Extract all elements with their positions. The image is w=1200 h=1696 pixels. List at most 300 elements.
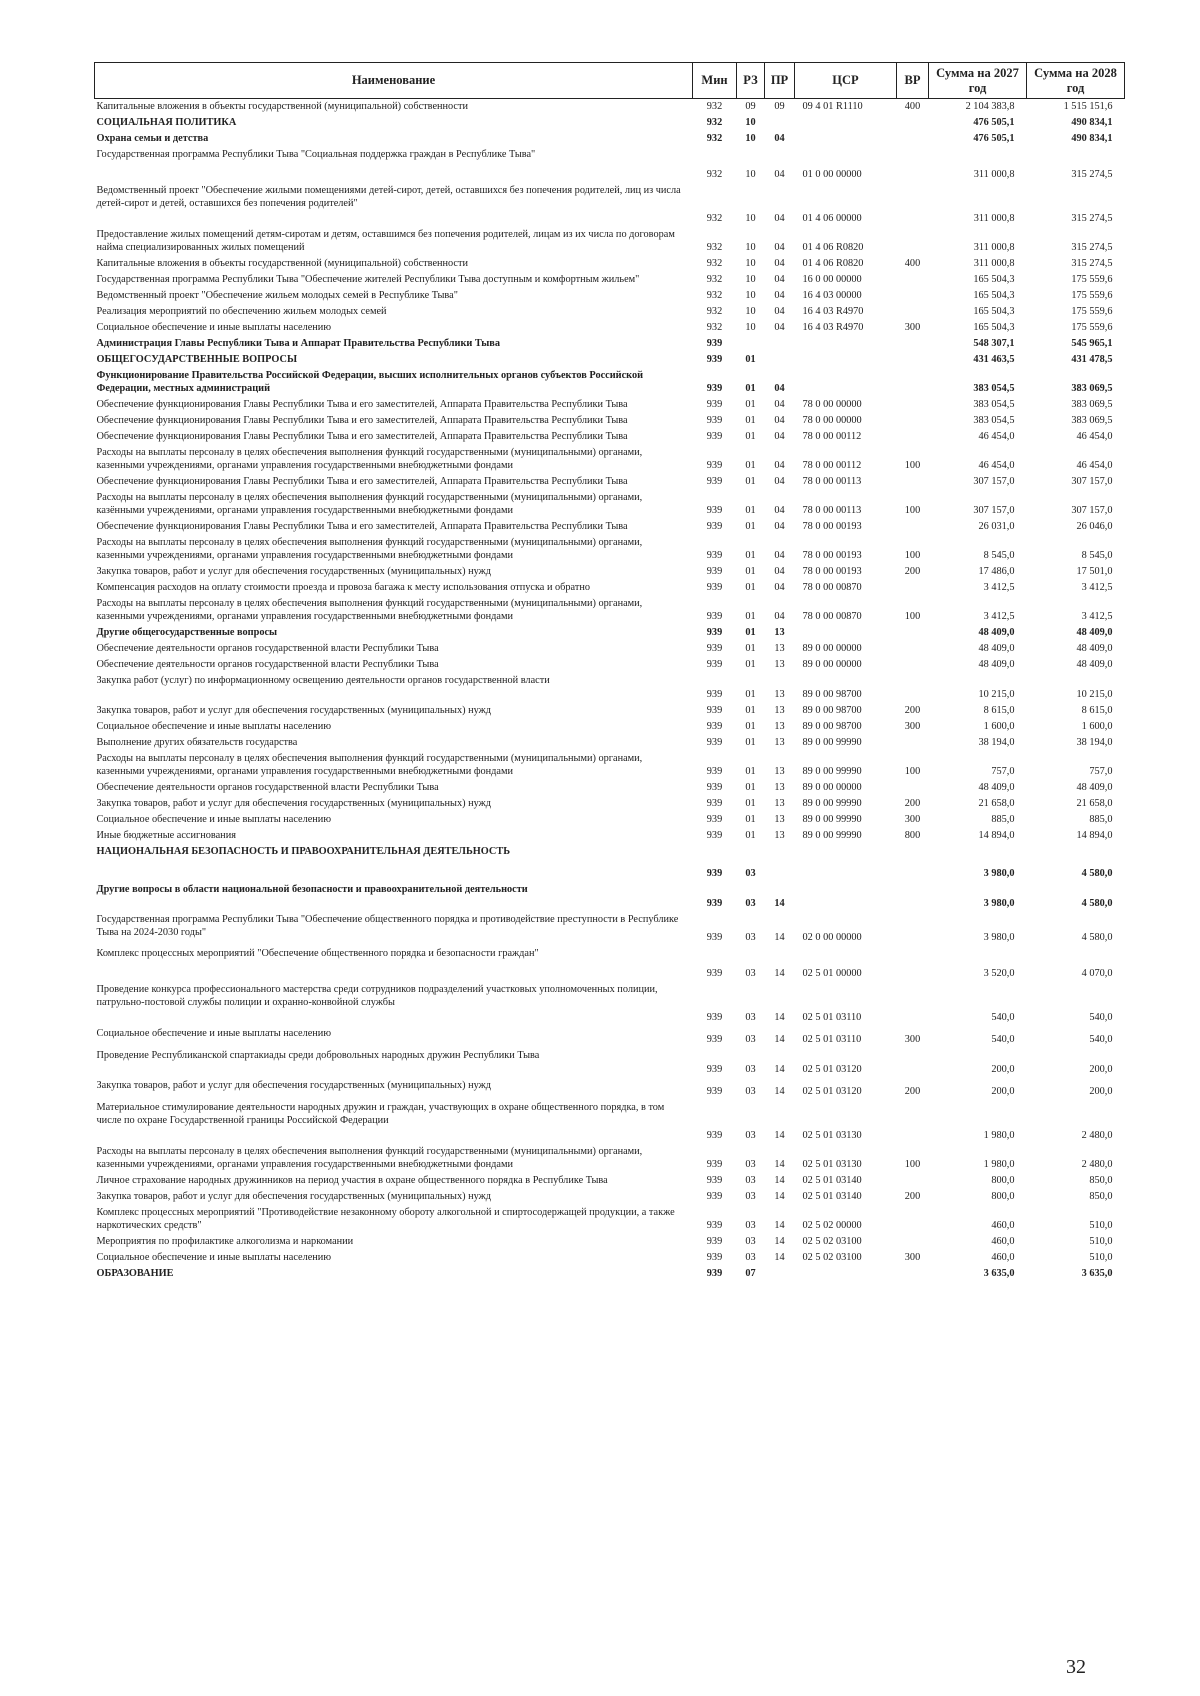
cell-csr: 89 0 00 00000 bbox=[802, 659, 862, 670]
cell-name: Компенсация расходов на оплату стоимости проезда и провоза багажа к месту использования отпуска и обратно bbox=[96, 582, 591, 593]
cell-sum-2027: 1 980,0 bbox=[983, 1130, 1015, 1141]
cell-min: 932 bbox=[706, 169, 723, 180]
cell-name: Закупка товаров, работ и услуг для обеспечения государственных (муниципальных) нужд bbox=[96, 705, 491, 716]
cell-vr bbox=[897, 1048, 929, 1078]
table-row bbox=[95, 147, 1125, 183]
cell-sum-2028: 4 580,0 bbox=[1081, 898, 1113, 909]
cell-name: Расходы на выплаты персоналу в целях обеспечения выполнения функций государственными (муниципальными) органами, казенными учреждениями, органами управления государственными внебюджетными фондами bbox=[96, 598, 643, 622]
cell-rz: 03 bbox=[745, 1086, 756, 1097]
cell-rz: 01 bbox=[745, 415, 756, 426]
cell-pr: 14 bbox=[774, 898, 785, 909]
cell-rz: 10 bbox=[745, 290, 756, 301]
cell-rz: 03 bbox=[745, 1191, 756, 1202]
cell-sum-2027: 800,0 bbox=[991, 1175, 1015, 1186]
cell-sum-2028: 1 515 151,6 bbox=[1063, 101, 1113, 112]
cell-min: 939 bbox=[706, 689, 723, 700]
table-row bbox=[95, 596, 1125, 625]
cell-min: 932 bbox=[706, 133, 723, 144]
cell-pr: 13 bbox=[774, 814, 785, 825]
table-row bbox=[95, 1205, 1125, 1234]
cell-sum-2027: 800,0 bbox=[991, 1191, 1015, 1202]
cell-sum-2028: 315 274,5 bbox=[1071, 258, 1113, 269]
table-row bbox=[95, 882, 1125, 912]
cell-vr: 100 bbox=[904, 460, 921, 471]
cell-sum-2028: 510,0 bbox=[1089, 1236, 1113, 1247]
table-row bbox=[95, 1173, 1125, 1189]
cell-rz: 03 bbox=[745, 1175, 756, 1186]
cell-sum-2027: 8 545,0 bbox=[983, 550, 1015, 561]
cell-sum-2027: 311 000,8 bbox=[973, 213, 1015, 224]
table-row bbox=[95, 844, 1125, 882]
cell-sum-2028: 1 600,0 bbox=[1081, 721, 1113, 732]
cell-sum-2027: 17 486,0 bbox=[978, 566, 1015, 577]
cell-rz: 10 bbox=[745, 306, 756, 317]
cell-rz: 03 bbox=[745, 932, 756, 943]
cell-csr: 78 0 00 00113 bbox=[802, 476, 862, 487]
table-row bbox=[95, 474, 1125, 490]
cell-min: 932 bbox=[706, 101, 723, 112]
cell-vr: 300 bbox=[904, 1034, 921, 1045]
cell-pr bbox=[765, 352, 795, 368]
cell-vr: 100 bbox=[904, 611, 921, 622]
cell-name: Обеспечение деятельности органов государственной власти Республики Тыва bbox=[96, 659, 439, 670]
cell-sum-2027: 200,0 bbox=[991, 1086, 1015, 1097]
cell-csr bbox=[795, 625, 897, 641]
cell-csr: 78 0 00 00000 bbox=[802, 399, 862, 410]
cell-sum-2027: 476 505,1 bbox=[973, 117, 1015, 128]
table-row bbox=[95, 1250, 1125, 1266]
cell-name: Мероприятия по профилактике алкоголизма и наркомании bbox=[96, 1236, 354, 1247]
cell-min: 939 bbox=[706, 383, 723, 394]
cell-vr bbox=[897, 352, 929, 368]
cell-sum-2028: 46 454,0 bbox=[1076, 431, 1113, 442]
cell-csr: 02 5 01 03140 bbox=[802, 1191, 862, 1202]
cell-vr bbox=[897, 673, 929, 703]
header-csr: ЦСР bbox=[795, 63, 897, 99]
cell-rz: 01 bbox=[745, 383, 756, 394]
cell-sum-2027: 10 215,0 bbox=[978, 689, 1015, 700]
cell-vr bbox=[897, 1234, 929, 1250]
cell-csr: 01 4 06 00000 bbox=[802, 213, 862, 224]
cell-csr: 78 0 00 00000 bbox=[802, 415, 862, 426]
cell-name: Обеспечение деятельности органов государственной власти Республики Тыва bbox=[96, 782, 439, 793]
cell-name: Обеспечение функционирования Главы Республики Тыва и его заместителей, Аппарата Правительства Республики Тыва bbox=[96, 399, 628, 410]
cell-sum-2027: 2 104 383,8 bbox=[965, 101, 1015, 112]
cell-csr bbox=[795, 336, 897, 352]
cell-name: Закупка работ (услуг) по информационному освещению деятельности органов государственной власти bbox=[96, 675, 550, 686]
table-row bbox=[95, 429, 1125, 445]
cell-min: 939 bbox=[706, 1252, 723, 1263]
cell-rz: 03 bbox=[745, 1012, 756, 1023]
table-row bbox=[95, 490, 1125, 519]
cell-sum-2028: 26 046,0 bbox=[1076, 521, 1113, 532]
cell-rz: 01 bbox=[745, 689, 756, 700]
cell-rz: 01 bbox=[745, 814, 756, 825]
cell-min: 939 bbox=[706, 431, 723, 442]
cell-name: Государственная программа Республики Тыва "Обеспечение общественного порядка и противодействие преступности в Республике Тыва на 2024-2030 годы" bbox=[96, 914, 679, 938]
cell-sum-2027: 14 894,0 bbox=[978, 830, 1015, 841]
cell-sum-2028: 17 501,0 bbox=[1076, 566, 1113, 577]
cell-rz: 01 bbox=[745, 798, 756, 809]
cell-vr: 300 bbox=[904, 814, 921, 825]
cell-sum-2027: 383 054,5 bbox=[973, 415, 1015, 426]
cell-min: 932 bbox=[706, 258, 723, 269]
cell-name: Обеспечение функционирования Главы Республики Тыва и его заместителей, Аппарата Правительства Республики Тыва bbox=[96, 521, 628, 532]
cell-rz: 01 bbox=[745, 566, 756, 577]
cell-min: 939 bbox=[706, 1034, 723, 1045]
cell-vr: 200 bbox=[904, 566, 921, 577]
cell-csr bbox=[795, 844, 897, 882]
cell-pr: 04 bbox=[774, 460, 785, 471]
cell-rz: 01 bbox=[745, 830, 756, 841]
cell-csr: 89 0 00 99990 bbox=[802, 798, 862, 809]
cell-min: 939 bbox=[706, 1220, 723, 1231]
cell-pr: 13 bbox=[774, 798, 785, 809]
cell-rz: 03 bbox=[745, 1220, 756, 1231]
cell-min: 939 bbox=[706, 476, 723, 487]
cell-name: Выполнение других обязательств государства bbox=[96, 737, 298, 748]
cell-pr: 14 bbox=[774, 1034, 785, 1045]
cell-sum-2028: 315 274,5 bbox=[1071, 213, 1113, 224]
header-min: Мин bbox=[693, 63, 737, 99]
cell-csr: 09 4 01 R1110 bbox=[802, 101, 863, 112]
cell-name: СОЦИАЛЬНАЯ ПОЛИТИКА bbox=[96, 117, 237, 128]
cell-pr: 04 bbox=[774, 582, 785, 593]
cell-sum-2028: 3 635,0 bbox=[1081, 1268, 1113, 1279]
table-row bbox=[95, 115, 1125, 131]
table-row bbox=[95, 1026, 1125, 1048]
cell-min: 939 bbox=[706, 721, 723, 732]
cell-pr bbox=[765, 115, 795, 131]
cell-sum-2027: 383 054,5 bbox=[973, 383, 1015, 394]
table-row bbox=[95, 1048, 1125, 1078]
table-row bbox=[95, 445, 1125, 474]
cell-sum-2028: 10 215,0 bbox=[1076, 689, 1113, 700]
cell-pr: 04 bbox=[774, 274, 785, 285]
cell-pr: 04 bbox=[774, 258, 785, 269]
cell-csr: 78 0 00 00112 bbox=[802, 460, 862, 471]
cell-rz: 01 bbox=[745, 627, 756, 638]
cell-min: 932 bbox=[706, 290, 723, 301]
table-row bbox=[95, 735, 1125, 751]
cell-sum-2028: 8 545,0 bbox=[1081, 550, 1113, 561]
cell-pr: 13 bbox=[774, 705, 785, 716]
cell-min: 939 bbox=[706, 611, 723, 622]
cell-pr: 04 bbox=[774, 322, 785, 333]
cell-vr bbox=[897, 641, 929, 657]
cell-min: 939 bbox=[706, 705, 723, 716]
cell-pr: 14 bbox=[774, 1191, 785, 1202]
cell-rz: 10 bbox=[745, 274, 756, 285]
cell-sum-2028: 48 409,0 bbox=[1076, 782, 1113, 793]
cell-rz: 09 bbox=[745, 101, 756, 112]
cell-sum-2028: 3 412,5 bbox=[1081, 611, 1113, 622]
cell-pr: 04 bbox=[774, 431, 785, 442]
cell-min: 939 bbox=[706, 1130, 723, 1141]
cell-sum-2028: 383 069,5 bbox=[1071, 415, 1113, 426]
cell-sum-2028: 48 409,0 bbox=[1076, 659, 1113, 670]
cell-csr: 78 0 00 00112 bbox=[802, 431, 862, 442]
cell-rz: 01 bbox=[745, 659, 756, 670]
cell-rz: 10 bbox=[745, 322, 756, 333]
cell-pr: 13 bbox=[774, 643, 785, 654]
cell-sum-2028: 307 157,0 bbox=[1071, 476, 1113, 487]
header-sum-2027: Сумма на 2027 год bbox=[929, 63, 1027, 99]
cell-vr bbox=[897, 147, 929, 183]
cell-sum-2027: 311 000,8 bbox=[973, 242, 1015, 253]
cell-sum-2027: 476 505,1 bbox=[973, 133, 1015, 144]
cell-sum-2027: 3 980,0 bbox=[983, 932, 1015, 943]
cell-rz: 01 bbox=[745, 611, 756, 622]
cell-csr: 02 5 01 03120 bbox=[802, 1064, 862, 1075]
cell-min: 932 bbox=[706, 117, 723, 128]
cell-rz: 03 bbox=[745, 1064, 756, 1075]
cell-sum-2027: 165 504,3 bbox=[973, 274, 1015, 285]
cell-csr: 89 0 00 99990 bbox=[802, 737, 862, 748]
table-row bbox=[95, 352, 1125, 368]
cell-rz: 01 bbox=[745, 782, 756, 793]
cell-sum-2028: 850,0 bbox=[1089, 1191, 1113, 1202]
cell-sum-2027: 165 504,3 bbox=[973, 322, 1015, 333]
cell-sum-2028: 510,0 bbox=[1089, 1252, 1113, 1263]
cell-rz: 01 bbox=[745, 766, 756, 777]
cell-min: 939 bbox=[706, 1086, 723, 1097]
cell-vr bbox=[897, 882, 929, 912]
cell-pr: 13 bbox=[774, 627, 785, 638]
cell-vr: 100 bbox=[904, 766, 921, 777]
cell-sum-2028: 4 070,0 bbox=[1081, 968, 1113, 979]
cell-sum-2028: 175 559,6 bbox=[1071, 274, 1113, 285]
cell-name: Расходы на выплаты персоналу в целях обеспечения выполнения функций государственными (муниципальными) органами, казенными учреждениями, органами управления государственными внебюджетными фондами bbox=[96, 753, 643, 777]
cell-sum-2028: 46 454,0 bbox=[1076, 460, 1113, 471]
cell-sum-2027: 311 000,8 bbox=[973, 258, 1015, 269]
cell-csr bbox=[795, 1266, 897, 1282]
cell-min: 939 bbox=[706, 1064, 723, 1075]
cell-sum-2028: 431 478,5 bbox=[1071, 354, 1113, 365]
cell-rz: 01 bbox=[745, 521, 756, 532]
cell-vr bbox=[897, 474, 929, 490]
table-row bbox=[95, 304, 1125, 320]
cell-sum-2027: 3 980,0 bbox=[983, 868, 1015, 879]
cell-vr bbox=[897, 982, 929, 1026]
cell-csr: 89 0 00 00000 bbox=[802, 782, 862, 793]
cell-name: Расходы на выплаты персоналу в целях обеспечения выполнения функций государственными (муниципальными) органами, казенными учреждениями, органами управления государственными внебюджетными фондами bbox=[96, 447, 643, 471]
cell-csr: 02 0 00 00000 bbox=[802, 932, 862, 943]
cell-min: 939 bbox=[706, 1191, 723, 1202]
cell-name: Государственная программа Республики Тыва "Обеспечение жителей Республики Тыва доступным и комфортным жильем" bbox=[96, 274, 640, 285]
table-body bbox=[95, 99, 1125, 1283]
cell-name: Материальное стимулирование деятельности народных дружин и граждан, участвующих в охране общественного порядка, в том числе по охране Государственной границы Российской Федерации bbox=[96, 1102, 665, 1126]
cell-vr bbox=[897, 397, 929, 413]
cell-csr: 78 0 00 00193 bbox=[802, 566, 862, 577]
cell-rz: 03 bbox=[745, 1159, 756, 1170]
cell-vr: 800 bbox=[904, 830, 921, 841]
cell-sum-2027: 311 000,8 bbox=[973, 169, 1015, 180]
cell-rz: 10 bbox=[745, 258, 756, 269]
cell-name: Социальное обеспечение и иные выплаты населению bbox=[96, 1252, 332, 1263]
cell-rz: 03 bbox=[745, 1130, 756, 1141]
cell-sum-2027: 48 409,0 bbox=[978, 643, 1015, 654]
cell-pr: 04 bbox=[774, 133, 785, 144]
cell-sum-2028: 175 559,6 bbox=[1071, 290, 1113, 301]
cell-vr bbox=[897, 1205, 929, 1234]
header-rz: РЗ bbox=[737, 63, 765, 99]
cell-csr: 02 5 01 03120 bbox=[802, 1086, 862, 1097]
cell-pr: 04 bbox=[774, 611, 785, 622]
cell-min: 939 bbox=[706, 566, 723, 577]
cell-name: Ведомственный проект "Обеспечение жильем молодых семей в Республике Тыва" bbox=[96, 290, 458, 301]
cell-csr: 02 5 01 03130 bbox=[802, 1130, 862, 1141]
cell-csr: 89 0 00 99990 bbox=[802, 830, 862, 841]
cell-sum-2028: 307 157,0 bbox=[1071, 505, 1113, 516]
cell-sum-2027: 885,0 bbox=[991, 814, 1015, 825]
cell-rz: 01 bbox=[745, 505, 756, 516]
cell-vr bbox=[897, 288, 929, 304]
cell-sum-2028: 885,0 bbox=[1089, 814, 1113, 825]
cell-pr: 13 bbox=[774, 830, 785, 841]
cell-min: 932 bbox=[706, 213, 723, 224]
cell-min: 939 bbox=[706, 798, 723, 809]
cell-sum-2028: 3 412,5 bbox=[1081, 582, 1113, 593]
cell-vr bbox=[897, 272, 929, 288]
cell-min: 932 bbox=[706, 274, 723, 285]
cell-sum-2027: 26 031,0 bbox=[978, 521, 1015, 532]
cell-sum-2028: 2 480,0 bbox=[1081, 1159, 1113, 1170]
cell-pr: 04 bbox=[774, 521, 785, 532]
cell-csr bbox=[795, 368, 897, 397]
cell-pr: 04 bbox=[774, 505, 785, 516]
cell-rz: 01 bbox=[745, 705, 756, 716]
cell-csr bbox=[795, 882, 897, 912]
cell-rz: 03 bbox=[745, 968, 756, 979]
cell-min: 939 bbox=[706, 659, 723, 670]
cell-sum-2027: 3 412,5 bbox=[983, 611, 1015, 622]
cell-name: Обеспечение функционирования Главы Республики Тыва и его заместителей, Аппарата Правительства Республики Тыва bbox=[96, 431, 628, 442]
table-row bbox=[95, 982, 1125, 1026]
cell-name: Капитальные вложения в объекты государственной (муниципальной) собственности bbox=[96, 101, 469, 112]
cell-pr: 13 bbox=[774, 737, 785, 748]
cell-sum-2027: 460,0 bbox=[991, 1220, 1015, 1231]
cell-pr: 14 bbox=[774, 1175, 785, 1186]
cell-csr: 89 0 00 00000 bbox=[802, 643, 862, 654]
cell-sum-2027: 548 307,1 bbox=[973, 338, 1015, 349]
cell-name: Функционирование Правительства Российской Федерации, высших исполнительных органов субъектов Российской Федерации, местных администраций bbox=[96, 370, 644, 394]
cell-rz: 07 bbox=[745, 1268, 756, 1279]
cell-pr: 14 bbox=[774, 1130, 785, 1141]
cell-csr: 02 5 01 03140 bbox=[802, 1175, 862, 1186]
table-row bbox=[95, 580, 1125, 596]
cell-sum-2027: 38 194,0 bbox=[978, 737, 1015, 748]
cell-pr: 04 bbox=[774, 566, 785, 577]
cell-rz: 01 bbox=[745, 399, 756, 410]
cell-min: 939 bbox=[706, 932, 723, 943]
cell-name: Государственная программа Республики Тыва "Социальная поддержка граждан в Республике Тыва" bbox=[96, 149, 536, 160]
cell-min: 939 bbox=[706, 460, 723, 471]
table-row bbox=[95, 519, 1125, 535]
cell-sum-2028: 4 580,0 bbox=[1081, 868, 1113, 879]
table-row bbox=[95, 657, 1125, 673]
cell-name: Закупка товаров, работ и услуг для обеспечения государственных (муниципальных) нужд bbox=[96, 1080, 491, 1091]
cell-pr: 14 bbox=[774, 1159, 785, 1170]
cell-min: 939 bbox=[706, 1012, 723, 1023]
cell-csr: 78 0 00 00870 bbox=[802, 611, 862, 622]
cell-pr: 14 bbox=[774, 1236, 785, 1247]
table-row bbox=[95, 288, 1125, 304]
cell-vr: 300 bbox=[904, 1252, 921, 1263]
cell-sum-2027: 3 520,0 bbox=[983, 968, 1015, 979]
cell-vr bbox=[897, 1173, 929, 1189]
cell-vr bbox=[897, 183, 929, 227]
cell-pr: 13 bbox=[774, 659, 785, 670]
budget-table bbox=[94, 62, 1125, 1282]
budget-table-page bbox=[94, 62, 1124, 1282]
cell-vr bbox=[897, 1100, 929, 1144]
cell-name: Охрана семьи и детства bbox=[96, 133, 209, 144]
cell-vr bbox=[897, 304, 929, 320]
cell-vr: 100 bbox=[904, 1159, 921, 1170]
header-sum-2028: Сумма на 2028 год bbox=[1027, 63, 1125, 99]
cell-vr bbox=[897, 336, 929, 352]
cell-pr: 09 bbox=[774, 101, 785, 112]
cell-vr bbox=[897, 844, 929, 882]
cell-min: 939 bbox=[706, 737, 723, 748]
cell-vr bbox=[897, 1266, 929, 1282]
cell-sum-2027: 165 504,3 bbox=[973, 306, 1015, 317]
cell-pr: 14 bbox=[774, 932, 785, 943]
table-row bbox=[95, 946, 1125, 982]
cell-sum-2027: 46 454,0 bbox=[978, 431, 1015, 442]
cell-sum-2028: 2 480,0 bbox=[1081, 1130, 1113, 1141]
cell-rz: 01 bbox=[745, 354, 756, 365]
cell-csr: 02 5 01 03110 bbox=[802, 1012, 862, 1023]
cell-sum-2028: 14 894,0 bbox=[1076, 830, 1113, 841]
cell-vr bbox=[897, 519, 929, 535]
cell-pr: 04 bbox=[774, 476, 785, 487]
cell-min: 939 bbox=[706, 627, 723, 638]
cell-name: Другие общегосударственные вопросы bbox=[96, 627, 278, 638]
cell-sum-2027: 1 600,0 bbox=[983, 721, 1015, 732]
header-vr: ВР bbox=[897, 63, 929, 99]
cell-rz: 03 bbox=[745, 898, 756, 909]
cell-sum-2028: 315 274,5 bbox=[1071, 242, 1113, 253]
cell-sum-2027: 48 409,0 bbox=[978, 659, 1015, 670]
cell-rz: 01 bbox=[745, 431, 756, 442]
table-row bbox=[95, 1266, 1125, 1282]
cell-name: НАЦИОНАЛЬНАЯ БЕЗОПАСНОСТЬ И ПРАВООХРАНИТЕЛЬНАЯ ДЕЯТЕЛЬНОСТЬ bbox=[96, 846, 511, 857]
table-row bbox=[95, 227, 1125, 256]
cell-name: Обеспечение функционирования Главы Республики Тыва и его заместителей, Аппарата Правительства Республики Тыва bbox=[96, 476, 628, 487]
cell-pr: 13 bbox=[774, 689, 785, 700]
cell-csr: 78 0 00 00113 bbox=[802, 505, 862, 516]
cell-vr bbox=[897, 368, 929, 397]
cell-name: Капитальные вложения в объекты государственной (муниципальной) собственности bbox=[96, 258, 469, 269]
cell-name: Расходы на выплаты персоналу в целях обеспечения выполнения функций государственными (муниципальными) органами, казёнными учреждениями, органами управления государственными внебюджетными фондами bbox=[96, 492, 643, 516]
cell-sum-2028: 8 615,0 bbox=[1081, 705, 1113, 716]
cell-vr: 200 bbox=[904, 705, 921, 716]
cell-rz: 10 bbox=[745, 117, 756, 128]
cell-vr bbox=[897, 657, 929, 673]
cell-pr: 14 bbox=[774, 1086, 785, 1097]
cell-vr: 100 bbox=[904, 505, 921, 516]
cell-pr: 04 bbox=[774, 415, 785, 426]
cell-sum-2028: 38 194,0 bbox=[1076, 737, 1113, 748]
table-row bbox=[95, 368, 1125, 397]
cell-vr: 300 bbox=[904, 322, 921, 333]
cell-sum-2027: 383 054,5 bbox=[973, 399, 1015, 410]
cell-sum-2027: 165 504,3 bbox=[973, 290, 1015, 301]
table-row bbox=[95, 812, 1125, 828]
cell-min: 939 bbox=[706, 354, 723, 365]
